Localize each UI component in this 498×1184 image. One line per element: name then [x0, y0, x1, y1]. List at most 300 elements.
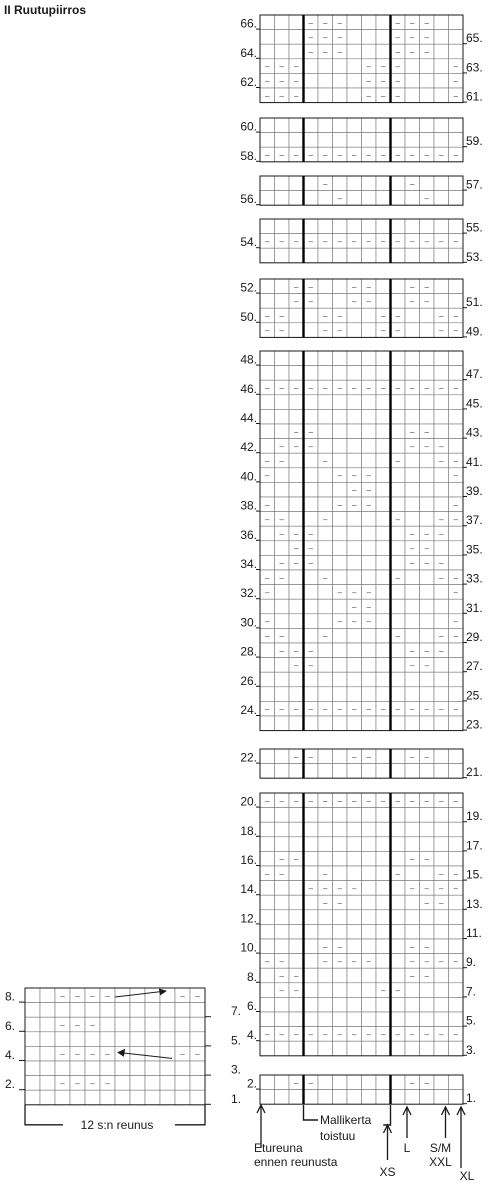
- chart-cell: [289, 248, 304, 263]
- chart-cell: [275, 599, 290, 614]
- chart-cell: [420, 764, 435, 779]
- chart-cell: [333, 997, 348, 1012]
- chart-cell: [347, 59, 362, 74]
- chart-cell: [449, 924, 464, 939]
- chart-cell: [289, 599, 304, 614]
- chart-cell: [362, 910, 377, 925]
- chart-cell: [449, 672, 464, 687]
- chart-cell: [318, 526, 333, 541]
- chart-cell: [40, 988, 55, 1003]
- row-number-left: 28.: [240, 644, 257, 659]
- row-number-left: 48.: [240, 352, 257, 367]
- chart-cell: [289, 497, 304, 512]
- purl-symbol: –: [381, 91, 386, 101]
- chart-cell: [40, 1076, 55, 1091]
- chart-cell: [420, 866, 435, 881]
- chart-cell: [304, 954, 319, 969]
- purl-symbol: –: [395, 573, 400, 583]
- purl-symbol: –: [294, 150, 299, 160]
- chart-cell: [190, 1003, 205, 1018]
- chart-cell: [376, 1041, 391, 1056]
- purl-symbol: –: [308, 646, 313, 656]
- purl-symbol: –: [381, 1029, 386, 1039]
- chart-cell: [449, 526, 464, 541]
- purl-symbol: –: [308, 660, 313, 670]
- chart-cell: [420, 716, 435, 731]
- main-chart-section: [256, 219, 467, 263]
- chart-cell: [362, 968, 377, 983]
- purl-symbol: –: [265, 91, 270, 101]
- chart-cell: [318, 687, 333, 702]
- chart-cell: [260, 44, 275, 59]
- chart-cell: [275, 837, 290, 852]
- purl-symbol: –: [453, 62, 458, 72]
- chart-cell: [260, 1090, 275, 1105]
- purl-symbol: –: [279, 971, 284, 981]
- chart-cell: [391, 851, 406, 866]
- label-toistuu: toistuu: [320, 1129, 356, 1143]
- purl-symbol: –: [366, 383, 371, 393]
- chart-cell: [391, 526, 406, 541]
- purl-symbol: –: [265, 76, 270, 86]
- chart-cell: [449, 191, 464, 206]
- chart-cell: [304, 895, 319, 910]
- chart-cell: [391, 954, 406, 969]
- chart-cell: [391, 658, 406, 673]
- chart-cell: [260, 176, 275, 191]
- chart-cell: [260, 822, 275, 837]
- purl-symbol: –: [366, 617, 371, 627]
- purl-symbol: –: [381, 383, 386, 393]
- chart-cell: [449, 541, 464, 556]
- chart-cell: [275, 482, 290, 497]
- chart-cell: [160, 1090, 175, 1105]
- row-number-right: 29.: [466, 630, 483, 644]
- chart-cell: [289, 954, 304, 969]
- purl-symbol: –: [424, 282, 429, 292]
- chart-cell: [318, 997, 333, 1012]
- label-size-xxl: XXL: [429, 1155, 452, 1169]
- chart-cell: [260, 895, 275, 910]
- purl-symbol: –: [105, 991, 110, 1001]
- chart-cell: [275, 881, 290, 896]
- purl-symbol: –: [323, 1029, 328, 1039]
- chart-cell: [449, 910, 464, 925]
- chart-cell: [376, 133, 391, 148]
- chart-cell: [275, 1075, 290, 1090]
- row-number-right: 43.: [466, 425, 483, 440]
- chart-cell: [449, 1012, 464, 1027]
- chart-cell: [391, 924, 406, 939]
- row-number-right: 27.: [466, 659, 483, 674]
- chart-cell: [434, 366, 449, 381]
- purl-symbol: –: [294, 1029, 299, 1039]
- purl-symbol: –: [424, 660, 429, 670]
- chart-cell: [405, 133, 420, 148]
- chart-cell: [420, 910, 435, 925]
- chart-cell: [434, 837, 449, 852]
- purl-symbol: –: [410, 150, 415, 160]
- chart-cell: [391, 555, 406, 570]
- chart-cell: [275, 351, 290, 366]
- chart-cell: [304, 59, 319, 74]
- chart-cell: [304, 351, 319, 366]
- chart-cell: [318, 133, 333, 148]
- chart-cell: [175, 1076, 190, 1091]
- chart-cell: [405, 1012, 420, 1027]
- purl-symbol: –: [294, 971, 299, 981]
- chart-cell: [376, 424, 391, 439]
- purl-symbol: –: [265, 456, 270, 466]
- small-row-number-right: 5.: [231, 1033, 242, 1048]
- chart-cell: [449, 599, 464, 614]
- chart-cell: [362, 658, 377, 673]
- chart-cell: [318, 395, 333, 410]
- chart-cell: [376, 294, 391, 309]
- chart-cell: [376, 822, 391, 837]
- chart-cell: [376, 279, 391, 294]
- chart-cell: [318, 73, 333, 88]
- chart-cell: [376, 409, 391, 424]
- chart-cell: [260, 541, 275, 556]
- chart-cell: [160, 1017, 175, 1032]
- purl-symbol: –: [424, 441, 429, 451]
- chart-cell: [347, 323, 362, 338]
- chart-cell: [391, 439, 406, 454]
- chart-cell: [160, 1003, 175, 1018]
- purl-symbol: –: [265, 631, 270, 641]
- chart-cell: [420, 687, 435, 702]
- purl-symbol: –: [439, 898, 444, 908]
- purl-symbol: –: [381, 62, 386, 72]
- chart-cell: [376, 672, 391, 687]
- purl-symbol: –: [308, 704, 313, 714]
- chart-cell: [376, 628, 391, 643]
- chart-cell: [405, 88, 420, 103]
- purl-symbol: –: [453, 471, 458, 481]
- chart-cell: [304, 983, 319, 998]
- purl-symbol: –: [294, 91, 299, 101]
- chart-cell: [85, 1090, 100, 1105]
- row-number-right: 45.: [466, 396, 483, 411]
- purl-symbol: –: [453, 311, 458, 321]
- chart-cell: [275, 468, 290, 483]
- chart-cell: [405, 822, 420, 837]
- chart-cell: [304, 133, 319, 148]
- chart-cell: [362, 395, 377, 410]
- chart-cell: [405, 716, 420, 731]
- chart-cell: [376, 837, 391, 852]
- chart-cell: [304, 248, 319, 263]
- chart-cell: [40, 1046, 55, 1061]
- chart-cell: [304, 308, 319, 323]
- purl-symbol: –: [308, 383, 313, 393]
- chart-cell: [318, 851, 333, 866]
- row-number-left: 64.: [240, 45, 257, 60]
- chart-cell: [420, 133, 435, 148]
- chart-cell: [275, 424, 290, 439]
- chart-cell: [304, 497, 319, 512]
- purl-symbol: –: [279, 854, 284, 864]
- chart-cell: [289, 395, 304, 410]
- purl-symbol: –: [337, 150, 342, 160]
- chart-cell: [275, 219, 290, 234]
- chart-cell: [333, 482, 348, 497]
- chart-cell: [420, 1012, 435, 1027]
- chart-cell: [434, 968, 449, 983]
- chart-cell: [130, 1061, 145, 1076]
- chart-cell: [420, 614, 435, 629]
- chart-cell: [100, 1003, 115, 1018]
- row-number-right: 55.: [466, 220, 483, 235]
- chart-cell: [347, 219, 362, 234]
- chart-cell: [275, 924, 290, 939]
- chart-cell: [391, 409, 406, 424]
- purl-symbol: –: [366, 500, 371, 510]
- row-number-left: 14.: [240, 882, 257, 897]
- chart-cell: [318, 118, 333, 133]
- small-row-number-left: 4.: [5, 1048, 16, 1062]
- row-number-right: 41.: [466, 454, 483, 469]
- purl-symbol: –: [366, 282, 371, 292]
- chart-cell: [362, 308, 377, 323]
- row-number-right: 37.: [466, 513, 483, 528]
- chart-cell: [130, 1003, 145, 1018]
- chart-cell: [391, 219, 406, 234]
- chart-cell: [362, 672, 377, 687]
- chart-cell: [289, 924, 304, 939]
- purl-symbol: –: [265, 573, 270, 583]
- purl-symbol: –: [337, 796, 342, 806]
- chart-cell: [420, 395, 435, 410]
- chart-cell: [449, 749, 464, 764]
- purl-symbol: –: [294, 796, 299, 806]
- purl-symbol: –: [279, 62, 284, 72]
- purl-symbol: –: [308, 282, 313, 292]
- chart-cell: [275, 366, 290, 381]
- purl-symbol: –: [279, 796, 284, 806]
- chart-cell: [289, 351, 304, 366]
- purl-symbol: –: [265, 62, 270, 72]
- chart-cell: [376, 176, 391, 191]
- chart-cell: [362, 15, 377, 30]
- chart-cell: [434, 658, 449, 673]
- chart-cell: [376, 118, 391, 133]
- row-number-left: 34.: [240, 557, 257, 571]
- chart-cell: [318, 983, 333, 998]
- chart-cell: [347, 176, 362, 191]
- purl-symbol: –: [323, 514, 328, 524]
- purl-symbol: –: [410, 704, 415, 714]
- chart-cell: [391, 599, 406, 614]
- chart-cell: [391, 1090, 406, 1105]
- chart-cell: [347, 1041, 362, 1056]
- chart-cell: [260, 526, 275, 541]
- purl-symbol: –: [424, 558, 429, 568]
- chart-cell: [391, 614, 406, 629]
- purl-symbol: –: [424, 150, 429, 160]
- chart-cell: [304, 482, 319, 497]
- purl-symbol: –: [424, 854, 429, 864]
- purl-symbol: –: [294, 76, 299, 86]
- chart-cell: [318, 468, 333, 483]
- purl-symbol: –: [337, 500, 342, 510]
- chart-cell: [275, 176, 290, 191]
- chart-cell: [304, 176, 319, 191]
- chart-cell: [304, 968, 319, 983]
- chart-cell: [304, 599, 319, 614]
- chart-cell: [304, 395, 319, 410]
- chart-cell: [333, 866, 348, 881]
- purl-symbol: –: [410, 883, 415, 893]
- purl-symbol: –: [294, 646, 299, 656]
- chart-cell: [275, 749, 290, 764]
- chart-cell: [449, 658, 464, 673]
- chart-cell: [275, 118, 290, 133]
- chart-cell: [318, 968, 333, 983]
- chart-cell: [362, 837, 377, 852]
- chart-cell: [318, 366, 333, 381]
- chart-cell: [391, 643, 406, 658]
- chart-cell: [405, 366, 420, 381]
- chart-cell: [434, 851, 449, 866]
- chart-cell: [405, 585, 420, 600]
- chart-cell: [318, 1075, 333, 1090]
- chart-cell: [347, 910, 362, 925]
- chart-cell: [145, 1046, 160, 1061]
- purl-symbol: –: [337, 704, 342, 714]
- small-row-number-left: 6.: [5, 1018, 16, 1033]
- chart-cell: [434, 294, 449, 309]
- purl-symbol: –: [105, 1049, 110, 1059]
- row-number-right: 7.: [466, 984, 477, 999]
- chart-cell: [333, 924, 348, 939]
- purl-symbol: –: [439, 529, 444, 539]
- chart-cell: [318, 658, 333, 673]
- purl-symbol: –: [323, 898, 328, 908]
- row-number-right: 25.: [466, 688, 483, 703]
- purl-symbol: –: [439, 573, 444, 583]
- chart-cell: [449, 351, 464, 366]
- chart-cell: [25, 1003, 40, 1018]
- row-number-left: 52.: [240, 280, 257, 295]
- chart-cell: [318, 1012, 333, 1027]
- chart-cell: [260, 924, 275, 939]
- purl-symbol: –: [337, 898, 342, 908]
- purl-symbol: –: [424, 646, 429, 656]
- chart-cell: [405, 308, 420, 323]
- chart-cell: [420, 512, 435, 527]
- chart-cell: [376, 44, 391, 59]
- chart-cell: [347, 866, 362, 881]
- purl-symbol: –: [366, 150, 371, 160]
- chart-cell: [175, 1061, 190, 1076]
- purl-symbol: –: [265, 311, 270, 321]
- chart-cell: [362, 541, 377, 556]
- purl-symbol: –: [294, 752, 299, 762]
- purl-symbol: –: [366, 62, 371, 72]
- chart-cell: [405, 497, 420, 512]
- purl-symbol: –: [439, 869, 444, 879]
- chart-cell: [434, 716, 449, 731]
- chart-cell: [260, 439, 275, 454]
- chart-cell: [289, 895, 304, 910]
- purl-symbol: –: [294, 544, 299, 554]
- chart-cell: [376, 1075, 391, 1090]
- purl-symbol: –: [75, 991, 80, 1001]
- purl-symbol: –: [279, 236, 284, 246]
- row-number-right: 1.: [466, 1091, 477, 1106]
- chart-cell: [347, 939, 362, 954]
- purl-symbol: –: [366, 76, 371, 86]
- chart-cell: [362, 323, 377, 338]
- purl-symbol: –: [410, 646, 415, 656]
- chart-cell: [405, 764, 420, 779]
- purl-symbol: –: [323, 796, 328, 806]
- purl-symbol: –: [424, 1029, 429, 1039]
- purl-symbol: –: [294, 558, 299, 568]
- purl-symbol: –: [294, 62, 299, 72]
- purl-symbol: –: [424, 32, 429, 42]
- chart-cell: [347, 983, 362, 998]
- chart-cell: [85, 1003, 100, 1018]
- chart-cell: [333, 764, 348, 779]
- purl-symbol: –: [453, 91, 458, 101]
- chart-cell: [434, 409, 449, 424]
- chart-cell: [405, 672, 420, 687]
- purl-symbol: –: [308, 18, 313, 28]
- chart-cell: [260, 219, 275, 234]
- chart-cell: [304, 614, 319, 629]
- purl-symbol: –: [395, 76, 400, 86]
- chart-cell: [405, 219, 420, 234]
- chart-cell: [449, 716, 464, 731]
- purl-symbol: –: [453, 869, 458, 879]
- chart-cell: [289, 614, 304, 629]
- chart-cell: [434, 468, 449, 483]
- chart-cell: [145, 1032, 160, 1047]
- chart-cell: [40, 1090, 55, 1105]
- chart-cell: [420, 323, 435, 338]
- row-number-left: 30.: [240, 615, 257, 630]
- chart-cell: [362, 983, 377, 998]
- purl-symbol: –: [265, 617, 270, 627]
- purl-symbol: –: [308, 752, 313, 762]
- chart-cell: [25, 1061, 40, 1076]
- purl-symbol: –: [424, 383, 429, 393]
- chart-cell: [260, 191, 275, 206]
- chart-cell: [376, 366, 391, 381]
- purl-symbol: –: [294, 282, 299, 292]
- chart-cell: [420, 351, 435, 366]
- chart-cell: [376, 910, 391, 925]
- purl-symbol: –: [453, 150, 458, 160]
- chart-cell: [376, 512, 391, 527]
- chart-cell: [318, 837, 333, 852]
- chart-cell: [333, 133, 348, 148]
- chart-cell: [333, 526, 348, 541]
- chart-cell: [362, 424, 377, 439]
- chart-cell: [449, 15, 464, 30]
- chart-cell: [318, 482, 333, 497]
- chart-cell: [85, 1061, 100, 1076]
- purl-symbol: –: [453, 326, 458, 336]
- purl-symbol: –: [279, 558, 284, 568]
- purl-symbol: –: [424, 47, 429, 57]
- purl-symbol: –: [323, 47, 328, 57]
- purl-symbol: –: [395, 383, 400, 393]
- row-number-left: 18.: [240, 823, 257, 838]
